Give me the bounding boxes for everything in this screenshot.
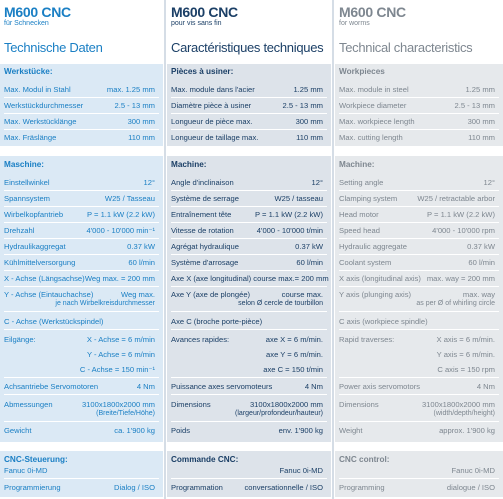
coolant-row-label: Coolant system xyxy=(339,258,392,267)
hydraulic-row-label: Hydraulikaggregat xyxy=(4,242,66,251)
x-axis-row xyxy=(171,274,329,283)
row-divider xyxy=(339,286,499,287)
servo-row xyxy=(171,382,323,391)
cnc-control-row xyxy=(4,466,155,475)
setting-angle-row-label: Angle d'inclinaison xyxy=(171,178,234,187)
rapid-y-speed: 6 m/min. xyxy=(465,350,495,359)
dimensions-row-value: 3100x1800x2000 mm xyxy=(81,400,155,409)
section-title: Technical characteristics xyxy=(339,40,473,55)
head-motor-row xyxy=(171,210,323,219)
row-divider xyxy=(339,329,499,330)
section-title: Technische Daten xyxy=(4,40,103,55)
setting-angle-row xyxy=(4,178,155,187)
rapid-c-row xyxy=(4,365,155,374)
clamping-row-value: W25 / tasseau xyxy=(274,194,323,203)
workpiece-row-value: 2.5 - 13 mm xyxy=(454,101,495,110)
row-divider xyxy=(4,270,159,271)
cnc-programming-row-label: Programmierung xyxy=(4,483,61,492)
head-motor-row-value: P = 1.1 kW (2.2 kW) xyxy=(426,210,495,219)
y-axis-note: je nach Wirbelkreisdurchmesser xyxy=(55,300,155,307)
dimensions-row-value: 3100x1800x2000 mm xyxy=(249,400,323,409)
row-divider xyxy=(4,129,159,130)
rapid-y-row xyxy=(171,350,323,359)
coolant-row-label: Kühlmittelversorgung xyxy=(4,258,76,267)
clamping-row-label: Système de serrage xyxy=(171,194,239,203)
cnc-header: CNC control: xyxy=(339,455,390,464)
row-divider xyxy=(339,311,499,312)
workpiece-row xyxy=(171,85,323,94)
row-divider xyxy=(4,421,159,422)
speed-head-row-value: 4'000 - 10'000 t/min xyxy=(256,226,323,235)
cnc-programming-row-value: dialogue / ISO xyxy=(446,483,495,492)
row-divider xyxy=(171,190,327,191)
weight-row-label: Poids xyxy=(171,426,190,435)
y-axis-row-value: Weg max. xyxy=(120,290,155,299)
speed-head-row xyxy=(171,226,323,235)
row-divider xyxy=(171,129,327,130)
rapid-x-axis: X axis = xyxy=(436,335,464,344)
row-divider xyxy=(339,377,499,378)
rapid-c-value xyxy=(263,365,323,374)
workpiece-row xyxy=(339,117,495,126)
workpiece-row-label: Max. Fräslänge xyxy=(4,133,57,142)
clamping-row-label: Clamping system xyxy=(339,194,398,203)
rapid-x-axis: X - Achse = xyxy=(86,335,126,344)
workpiece-row-label: Max. Modul in Stahl xyxy=(4,85,71,94)
english-column xyxy=(335,0,503,499)
coolant-row xyxy=(339,258,495,267)
workpiece-row-value: 2.5 - 13 mm xyxy=(282,101,323,110)
cnc-programming-row xyxy=(339,483,495,492)
rapid-x-row xyxy=(4,335,155,344)
row-divider xyxy=(171,97,327,98)
workpieces-header: Pièces à usiner: xyxy=(171,67,234,76)
row-divider xyxy=(4,394,159,395)
cnc-control-row xyxy=(171,466,323,475)
workpiece-row xyxy=(171,101,323,110)
workpiece-row-value: 300 mm xyxy=(127,117,155,126)
cnc-programming-row-value: Dialog / ISO xyxy=(114,483,155,492)
rapid-c-axis: C axis = xyxy=(437,365,466,374)
column-separator xyxy=(332,0,334,499)
y-axis-note: selon Ø cercle de tourbillon xyxy=(238,300,323,307)
y-axis-row-label: Axe Y (axe de plongée) xyxy=(171,290,251,299)
dimensions-note-row xyxy=(171,409,323,418)
row-divider xyxy=(339,270,499,271)
rapid-x-row xyxy=(339,335,495,344)
c-axis-row xyxy=(171,317,323,326)
head-motor-row-value: P = 1.1 kW (2.2 kW) xyxy=(254,210,323,219)
row-divider xyxy=(171,377,327,378)
column-caption xyxy=(4,4,71,28)
row-divider xyxy=(4,478,159,479)
row-divider xyxy=(4,190,159,191)
y-axis-row-value: course max. xyxy=(281,290,323,299)
rapid-y-axis: Y - Achse = xyxy=(86,350,126,359)
cnc-programming-row-label: Programming xyxy=(339,483,385,492)
rapid-c-axis: axe C = xyxy=(263,365,290,374)
cnc-header: CNC-Steuerung: xyxy=(4,455,68,464)
head-motor-row-label: Entraînement tête xyxy=(171,210,232,219)
workpiece-row xyxy=(339,101,495,110)
workpiece-row-label: Diamètre pièce à usiner xyxy=(171,101,252,110)
row-divider xyxy=(171,421,327,422)
row-divider xyxy=(339,206,499,207)
head-motor-row-label: Head motor xyxy=(339,210,379,219)
cnc-programming-row-value: conversationnelle / ISO xyxy=(244,483,323,492)
dimensions-note: (Breite/Tiefe/Höhe) xyxy=(96,410,155,417)
section-title: Caractéristiques techniques xyxy=(171,40,324,55)
speed-head-row xyxy=(4,226,155,235)
speed-head-row-value: 4'000 - 10'000 min⁻¹ xyxy=(86,226,155,235)
rapid-y-value xyxy=(87,350,155,359)
cnc-control-row-value: Fanuc 0i-MD xyxy=(279,466,323,475)
hydraulic-row-value: 0.37 kW xyxy=(467,242,495,251)
dimensions-row-label: Dimensions xyxy=(171,400,211,409)
dimensions-note: (width/depth/height) xyxy=(433,410,495,417)
row-divider xyxy=(4,238,159,239)
dimensions-row-value: 3100x1800x2000 mm xyxy=(421,400,495,409)
dimensions-row xyxy=(171,400,323,409)
servo-row-value: 4 Nm xyxy=(304,382,323,391)
row-divider xyxy=(171,206,327,207)
row-divider xyxy=(171,254,327,255)
cnc-control-row-value: Fanuc 0i-MD xyxy=(451,466,495,475)
row-divider xyxy=(339,394,499,395)
dimensions-note-row xyxy=(4,409,155,418)
y-axis-note: as per Ø of whirling circle xyxy=(416,300,495,307)
workpiece-row-label: Werkstückdurchmesser xyxy=(4,101,84,110)
coolant-row-value: 60 l/min xyxy=(128,258,155,267)
setting-angle-row-label: Einstellwinkel xyxy=(4,178,50,187)
row-divider xyxy=(4,311,159,312)
x-axis-row-value: Weg max. = 200 mm xyxy=(84,274,155,283)
coolant-row-label: Système d'arrosage xyxy=(171,258,239,267)
head-motor-row-label: Wirbelkopfantrieb xyxy=(4,210,64,219)
speed-head-row-label: Speed head xyxy=(339,226,380,235)
workpiece-row-value: 1.25 mm xyxy=(293,85,323,94)
setting-angle-row xyxy=(171,178,323,187)
clamping-row xyxy=(4,194,155,203)
row-divider xyxy=(4,206,159,207)
coolant-row xyxy=(4,258,155,267)
speed-head-row-value: 4'000 - 10'000 rpm xyxy=(432,226,495,235)
row-divider xyxy=(171,222,327,223)
speed-head-row xyxy=(339,226,495,235)
row-divider xyxy=(171,238,327,239)
workpiece-row-label: Longueur de pièce max. xyxy=(171,117,253,126)
setting-angle-row-value: 12° xyxy=(143,178,155,187)
dimensions-note-row xyxy=(339,409,495,418)
workpiece-row-value: 110 mm xyxy=(296,133,323,142)
workpieces-header: Workpieces xyxy=(339,67,385,76)
coolant-row-value: 60 l/min xyxy=(296,258,323,267)
rapid-x-value xyxy=(437,335,495,344)
c-axis-row xyxy=(4,317,155,326)
workpiece-row-value: 300 mm xyxy=(295,117,323,126)
head-motor-row xyxy=(339,210,495,219)
workpiece-row-value: max. 1.25 mm xyxy=(106,85,155,94)
cnc-control-row-label: Fanuc 0i-MD xyxy=(4,466,48,475)
row-divider xyxy=(4,254,159,255)
workpiece-row-label: Max. Werkstücklänge xyxy=(4,117,77,126)
rapid-y-axis: Y axis = xyxy=(436,350,464,359)
row-divider xyxy=(339,97,499,98)
workpiece-row xyxy=(171,133,323,142)
rapid-y-value xyxy=(437,350,495,359)
setting-angle-row xyxy=(339,178,495,187)
row-divider xyxy=(171,270,327,271)
servo-row-label: Achsantriebe Servomotoren xyxy=(4,382,99,391)
workpiece-row xyxy=(339,85,495,94)
weight-row xyxy=(339,426,495,435)
dimensions-row-label: Abmessungen xyxy=(4,400,53,409)
column-separator xyxy=(164,0,166,499)
c-axis-label: C axis (workpiece spindle) xyxy=(339,317,428,326)
rapid-x-speed: 6 m/min. xyxy=(293,335,323,344)
row-divider xyxy=(171,113,327,114)
workpiece-row-label: Workpiece diameter xyxy=(339,101,407,110)
rapid-y-axis: axe Y = xyxy=(266,350,292,359)
dimensions-row-label: Dimensions xyxy=(339,400,379,409)
rapid-x-speed: 6 m/min xyxy=(127,335,155,344)
machine-header: Machine: xyxy=(339,160,375,169)
head-motor-row xyxy=(4,210,155,219)
rapid-label: Eilgänge: xyxy=(4,335,36,344)
rapid-label: Avances rapides: xyxy=(171,335,230,344)
x-axis-row xyxy=(4,274,155,283)
rapid-y-value xyxy=(266,350,323,359)
french-column xyxy=(167,0,331,499)
row-divider xyxy=(4,113,159,114)
workpiece-row-value: 110 mm xyxy=(128,133,155,142)
c-axis-row xyxy=(339,317,495,326)
hydraulic-row xyxy=(4,242,155,251)
workpiece-row xyxy=(4,133,155,142)
x-axis-row-value: max. way = 200 mm xyxy=(426,274,495,283)
machine-header: Maschine: xyxy=(4,160,45,169)
clamping-row-value: W25 / retractable arbor xyxy=(417,194,495,203)
clamping-row xyxy=(171,194,323,203)
row-divider xyxy=(4,222,159,223)
workpiece-row-label: Max. module in steel xyxy=(339,85,409,94)
rapid-c-value xyxy=(437,365,495,374)
workpiece-row-label: Max. workpiece length xyxy=(339,117,415,126)
workpiece-row-value: 1.25 mm xyxy=(465,85,495,94)
row-divider xyxy=(339,113,499,114)
rapid-x-speed: 6 m/min. xyxy=(465,335,495,344)
row-divider xyxy=(171,394,327,395)
weight-row-label: Weight xyxy=(339,426,363,435)
dimensions-note: (largeur/profondeur/hauteur) xyxy=(235,410,323,417)
speed-head-row-label: Vitesse de rotation xyxy=(171,226,234,235)
workpiece-row xyxy=(4,101,155,110)
rapid-y-row xyxy=(4,350,155,359)
x-axis-row-label: X - Achse (Längsachse) xyxy=(4,274,85,283)
y-axis-note-row xyxy=(171,299,323,308)
workpiece-row xyxy=(4,85,155,94)
cnc-control-row xyxy=(339,466,495,475)
workpiece-row-label: Longueur de taillage max. xyxy=(171,133,259,142)
rapid-x-axis: axe X = xyxy=(265,335,292,344)
machine-header: Machine: xyxy=(171,160,207,169)
row-divider xyxy=(171,286,327,287)
y-axis-note-row xyxy=(4,299,155,308)
dimensions-row xyxy=(4,400,155,409)
row-divider xyxy=(171,311,327,312)
y-axis-row xyxy=(171,290,323,299)
row-divider xyxy=(339,238,499,239)
weight-row-label: Gewicht xyxy=(4,426,32,435)
workpiece-row-value: 110 mm xyxy=(468,133,495,142)
model-subtitle: für Schnecken xyxy=(4,20,49,27)
rapid-x-row xyxy=(171,335,323,344)
rapid-c-row xyxy=(171,365,323,374)
rapid-c-speed: 150 rpm xyxy=(467,365,495,374)
weight-row-value: approx. 1'900 kg xyxy=(439,426,495,435)
hydraulic-row xyxy=(171,242,323,251)
y-axis-row-label: Y axis (plunging axis) xyxy=(339,290,412,299)
rapid-y-speed: 6 m/min. xyxy=(293,350,323,359)
speed-head-row-label: Drehzahl xyxy=(4,226,35,235)
y-axis-note-row xyxy=(339,299,495,308)
workpiece-row xyxy=(339,133,495,142)
hydraulic-row-label: Agrégat hydraulique xyxy=(171,242,239,251)
workpiece-row-label: Max. cutting length xyxy=(339,133,403,142)
cnc-programming-row xyxy=(4,483,155,492)
workpiece-row-label: Max. module dans l'acier xyxy=(171,85,255,94)
column-caption xyxy=(339,4,406,28)
model-name: M600 CNC xyxy=(171,4,238,20)
rapid-y-row xyxy=(339,350,495,359)
rapid-c-axis: C - Achse = xyxy=(79,365,120,374)
workpieces-header: Werkstücke: xyxy=(4,67,53,76)
model-subtitle: pour vis sans fin xyxy=(171,20,222,27)
y-axis-row-label: Y - Achse (Eintauchachse) xyxy=(4,290,94,299)
hydraulic-row-value: 0.37 kW xyxy=(127,242,155,251)
workpiece-row xyxy=(4,117,155,126)
x-axis-row-value: = 200 mm xyxy=(294,274,329,283)
row-divider xyxy=(4,329,159,330)
x-axis-row-label: X axis (longitudinal axis) xyxy=(339,274,421,283)
rapid-c-row xyxy=(339,365,495,374)
row-divider xyxy=(339,222,499,223)
servo-row xyxy=(339,382,495,391)
y-axis-row-value: max. way xyxy=(462,290,495,299)
rapid-x-value xyxy=(266,335,323,344)
row-divider xyxy=(171,478,327,479)
setting-angle-row-value: 12° xyxy=(311,178,323,187)
servo-row-label: Puissance axes servomoteurs xyxy=(171,382,273,391)
row-divider xyxy=(4,377,159,378)
model-name: M600 CNC xyxy=(4,4,71,20)
cnc-header: Commande CNC: xyxy=(171,455,239,464)
head-motor-row-value: P = 1.1 kW (2.2 kW) xyxy=(86,210,155,219)
cnc-programming-row-label: Programmation xyxy=(171,483,223,492)
servo-row xyxy=(4,382,155,391)
x-axis-row-label: Axe X (axe longitudinal) course max. xyxy=(171,274,295,283)
setting-angle-row-value: 12° xyxy=(483,178,495,187)
row-divider xyxy=(339,129,499,130)
workpiece-row-value: 300 mm xyxy=(467,117,495,126)
weight-row-value: ca. 1'900 kg xyxy=(114,426,155,435)
model-subtitle: for worms xyxy=(339,20,370,27)
hydraulic-row-label: Hydraulic aggregate xyxy=(339,242,407,251)
weight-row xyxy=(171,426,323,435)
servo-row-value: 4 Nm xyxy=(136,382,155,391)
clamping-row-label: Spannsystem xyxy=(4,194,51,203)
row-divider xyxy=(4,286,159,287)
workpiece-row xyxy=(171,117,323,126)
rapid-label: Rapid traverses: xyxy=(339,335,395,344)
hydraulic-row-value: 0.37 kW xyxy=(295,242,323,251)
workpiece-row-value: 2.5 - 13 mm xyxy=(114,101,155,110)
x-axis-row xyxy=(339,274,495,283)
row-divider xyxy=(4,97,159,98)
model-name: M600 CNC xyxy=(339,4,406,20)
rapid-y-speed: 6 m/min xyxy=(127,350,155,359)
rapid-c-value xyxy=(80,365,155,374)
hydraulic-row xyxy=(339,242,495,251)
clamping-row xyxy=(339,194,495,203)
coolant-row-value: 60 l/min xyxy=(468,258,495,267)
row-divider xyxy=(339,254,499,255)
rapid-c-speed: 150 min⁻¹ xyxy=(121,365,155,374)
rapid-x-value xyxy=(87,335,155,344)
weight-row-value: env. 1'900 kg xyxy=(278,426,323,435)
c-axis-label: Axe C (broche porte-pièce) xyxy=(171,317,263,326)
row-divider xyxy=(339,190,499,191)
y-axis-row xyxy=(339,290,495,299)
german-column xyxy=(0,0,163,499)
row-divider xyxy=(171,329,327,330)
c-axis-label: C - Achse (Werkstückspindel) xyxy=(4,317,104,326)
rapid-c-speed: 150 t/min xyxy=(291,365,323,374)
setting-angle-row-label: Setting angle xyxy=(339,178,384,187)
servo-row-value: 4 Nm xyxy=(476,382,495,391)
clamping-row-value: W25 / Tasseau xyxy=(104,194,155,203)
servo-row-label: Power axis servomotors xyxy=(339,382,421,391)
dimensions-row xyxy=(339,400,495,409)
row-divider xyxy=(339,478,499,479)
row-divider xyxy=(339,421,499,422)
weight-row xyxy=(4,426,155,435)
cnc-programming-row xyxy=(171,483,323,492)
column-caption xyxy=(171,4,238,28)
y-axis-row xyxy=(4,290,155,299)
coolant-row xyxy=(171,258,323,267)
